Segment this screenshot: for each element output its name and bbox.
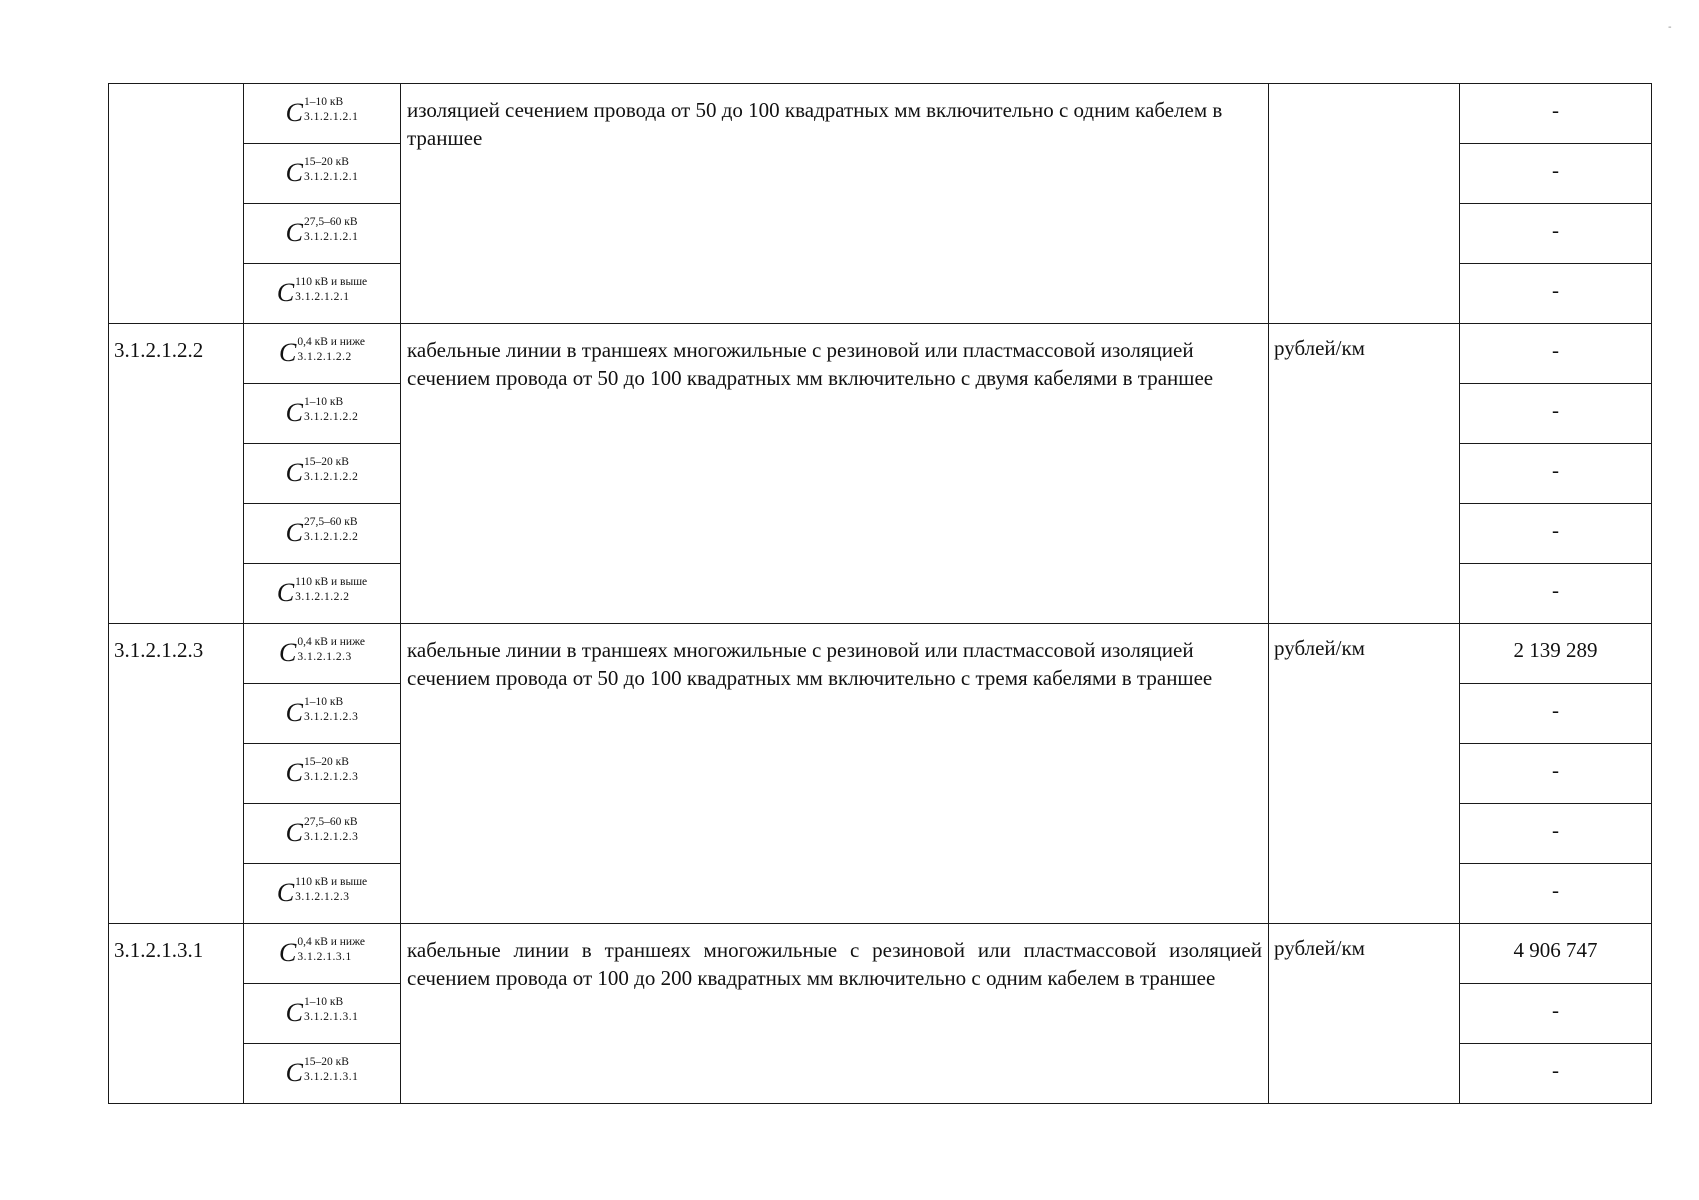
- value-cell: [1460, 204, 1652, 264]
- voltage-class: 15–20 кВ: [303, 1056, 349, 1068]
- rate-index: 3.1.2.1.2.1: [295, 291, 350, 303]
- description-cell: [401, 924, 1269, 1104]
- rate-symbol-cell: [244, 144, 401, 204]
- rate-value: -: [1552, 578, 1559, 602]
- voltage-class: 1–10 кВ: [303, 96, 344, 108]
- rate-symbol: [286, 1054, 359, 1092]
- voltage-class: 110 кВ и выше: [295, 276, 368, 288]
- voltage-class: 1–10 кВ: [303, 396, 344, 408]
- rate-index: 3.1.2.1.2.3: [303, 771, 359, 783]
- rate-symbol-cell: [244, 744, 401, 804]
- voltage-class: 15–20 кВ: [303, 756, 349, 768]
- symbol-letter: C: [276, 878, 295, 907]
- symbol-letter: C: [285, 1058, 303, 1087]
- rate-value: -: [1552, 458, 1559, 482]
- voltage-class: 0,4 кВ и ниже: [297, 636, 365, 648]
- rate-value: 2 139 289: [1513, 638, 1598, 662]
- value-cell: [1460, 984, 1652, 1044]
- rate-value: -: [1552, 518, 1559, 542]
- rate-symbol: [286, 94, 359, 132]
- rate-index: 3.1.2.1.2.2: [303, 531, 359, 543]
- table-row: [109, 84, 1652, 144]
- description-cell: [401, 624, 1269, 924]
- item-unit: рублей/км: [1274, 936, 1365, 960]
- voltage-class: 110 кВ и выше: [295, 576, 368, 588]
- rate-value: -: [1552, 1058, 1559, 1082]
- value-cell: [1460, 564, 1652, 624]
- rate-value: -: [1552, 818, 1559, 842]
- value-cell: [1460, 84, 1652, 144]
- item-code-cell: [109, 324, 244, 624]
- rate-index: 3.1.2.1.2.3: [303, 831, 359, 843]
- tariff-table-body: [109, 84, 1652, 1104]
- voltage-class: 27,5–60 кВ: [303, 816, 358, 828]
- symbol-letter: C: [285, 98, 303, 127]
- value-cell: [1460, 1044, 1652, 1104]
- symbol-letter: C: [285, 818, 303, 847]
- rate-symbol: [286, 514, 359, 552]
- rate-index: 3.1.2.1.2.2: [303, 411, 359, 423]
- rate-symbol-cell: [244, 984, 401, 1044]
- rate-symbol: [279, 334, 365, 372]
- rate-value: -: [1552, 338, 1559, 362]
- symbol-letter: C: [285, 158, 303, 187]
- rate-value: -: [1552, 878, 1559, 902]
- value-cell: [1460, 264, 1652, 324]
- item-description: кабельные линии в траншеях многожильные с резиновой или пластмассовой изоляцией сечением провода от 50 до 100 квадратных мм включительно с тремя кабелями в траншее: [407, 638, 1213, 690]
- item-unit: [1269, 84, 1459, 96]
- item-code-cell: [109, 84, 244, 324]
- rate-symbol: [286, 394, 359, 432]
- rate-index: 3.1.2.1.3.1: [303, 1071, 359, 1083]
- voltage-class: 27,5–60 кВ: [303, 216, 358, 228]
- symbol-letter: C: [285, 518, 303, 547]
- item-code: 3.1.2.1.2.3: [114, 638, 204, 662]
- item-code: 3.1.2.1.3.1: [114, 938, 204, 962]
- voltage-class: 1–10 кВ: [303, 996, 344, 1008]
- rate-symbol: [286, 994, 359, 1032]
- table-row: [109, 924, 1652, 984]
- rate-value: -: [1552, 218, 1559, 242]
- item-code-cell: [109, 924, 244, 1104]
- symbol-letter: C: [285, 398, 303, 427]
- unit-cell: [1269, 624, 1460, 924]
- item-unit: рублей/км: [1274, 336, 1365, 360]
- item-code: [109, 84, 243, 98]
- rate-symbol: [286, 754, 359, 792]
- rate-index: 3.1.2.1.2.2: [297, 351, 352, 363]
- rate-symbol-cell: [244, 684, 401, 744]
- value-cell: [1460, 624, 1652, 684]
- voltage-class: 0,4 кВ и ниже: [297, 936, 365, 948]
- rate-symbol-cell: [244, 1044, 401, 1104]
- rate-symbol: [286, 694, 359, 732]
- symbol-letter: C: [285, 998, 303, 1027]
- rate-symbol-cell: [244, 864, 401, 924]
- value-cell: [1460, 684, 1652, 744]
- rate-index: 3.1.2.1.3.1: [297, 951, 352, 963]
- rate-value: -: [1552, 758, 1559, 782]
- voltage-class: 15–20 кВ: [303, 456, 349, 468]
- tariff-table: [108, 83, 1652, 1104]
- voltage-class: 15–20 кВ: [303, 156, 349, 168]
- corner-mark: -: [1668, 22, 1672, 33]
- rate-value: -: [1552, 278, 1559, 302]
- rate-index: 3.1.2.1.2.1: [303, 111, 359, 123]
- rate-symbol-cell: [244, 324, 401, 384]
- item-code: 3.1.2.1.2.2: [114, 338, 204, 362]
- symbol-letter: C: [276, 278, 295, 307]
- rate-symbol-cell: [244, 84, 401, 144]
- voltage-class: 1–10 кВ: [303, 696, 344, 708]
- rate-symbol-cell: [244, 384, 401, 444]
- rate-value: -: [1552, 98, 1559, 122]
- rate-symbol: [279, 934, 365, 972]
- item-description: изоляцией сечением провода от 50 до 100 квадратных мм включительно с одним кабелем в траншее: [407, 98, 1223, 150]
- voltage-class: 110 кВ и выше: [295, 876, 368, 888]
- rate-index: 3.1.2.1.2.3: [297, 651, 352, 663]
- rate-symbol-cell: [244, 504, 401, 564]
- unit-cell: [1269, 924, 1460, 1104]
- rate-symbol-cell: [244, 924, 401, 984]
- value-cell: [1460, 144, 1652, 204]
- rate-symbol: [279, 634, 365, 672]
- value-cell: [1460, 804, 1652, 864]
- symbol-letter: C: [285, 698, 303, 727]
- symbol-letter: C: [285, 758, 303, 787]
- item-code-cell: [109, 624, 244, 924]
- symbol-letter: C: [279, 938, 297, 967]
- unit-cell: [1269, 84, 1460, 324]
- item-unit: рублей/км: [1274, 636, 1365, 660]
- table-row: [109, 324, 1652, 384]
- rate-symbol: [286, 454, 359, 492]
- rate-index: 3.1.2.1.3.1: [303, 1011, 359, 1023]
- rate-symbol-cell: [244, 564, 401, 624]
- value-cell: [1460, 924, 1652, 984]
- symbol-letter: C: [276, 578, 295, 607]
- value-cell: [1460, 504, 1652, 564]
- rate-symbol: [277, 574, 367, 612]
- rate-symbol: [286, 814, 359, 852]
- rate-index: 3.1.2.1.2.2: [295, 591, 350, 603]
- rate-symbol: [277, 874, 367, 912]
- value-cell: [1460, 384, 1652, 444]
- table-row: [109, 624, 1652, 684]
- rate-symbol-cell: [244, 444, 401, 504]
- value-cell: [1460, 744, 1652, 804]
- symbol-letter: C: [285, 218, 303, 247]
- rate-value: -: [1552, 158, 1559, 182]
- symbol-letter: C: [279, 638, 297, 667]
- rate-value: -: [1552, 698, 1559, 722]
- value-cell: [1460, 324, 1652, 384]
- voltage-class: 27,5–60 кВ: [303, 516, 358, 528]
- rate-symbol-cell: [244, 204, 401, 264]
- rate-index: 3.1.2.1.2.2: [303, 471, 359, 483]
- rate-symbol-cell: [244, 804, 401, 864]
- rate-symbol: [277, 274, 367, 312]
- rate-value: 4 906 747: [1513, 938, 1598, 962]
- description-cell: [401, 84, 1269, 324]
- rate-index: 3.1.2.1.2.3: [303, 711, 359, 723]
- rate-value: -: [1552, 398, 1559, 422]
- symbol-letter: C: [285, 458, 303, 487]
- rate-symbol-cell: [244, 264, 401, 324]
- item-description: кабельные линии в траншеях многожильные с резиновой или пластмассовой изоляцией сечением провода от 50 до 100 квадратных мм включительно с двумя кабелями в траншее: [407, 338, 1214, 390]
- value-cell: [1460, 864, 1652, 924]
- rate-index: 3.1.2.1.2.3: [295, 891, 350, 903]
- item-description: кабельные линии в траншеях многожильные с резиновой или пластмассовой изоляцией сечением провода от 100 до 200 квадратных мм включительно с одним кабелем в траншее: [407, 938, 1262, 990]
- rate-symbol: [286, 214, 359, 252]
- symbol-letter: C: [279, 338, 297, 367]
- rate-symbol: [286, 154, 359, 192]
- unit-cell: [1269, 324, 1460, 624]
- voltage-class: 0,4 кВ и ниже: [297, 336, 365, 348]
- value-cell: [1460, 444, 1652, 504]
- rate-index: 3.1.2.1.2.1: [303, 171, 359, 183]
- rate-value: -: [1552, 998, 1559, 1022]
- rate-symbol-cell: [244, 624, 401, 684]
- rate-index: 3.1.2.1.2.1: [303, 231, 359, 243]
- description-cell: [401, 324, 1269, 624]
